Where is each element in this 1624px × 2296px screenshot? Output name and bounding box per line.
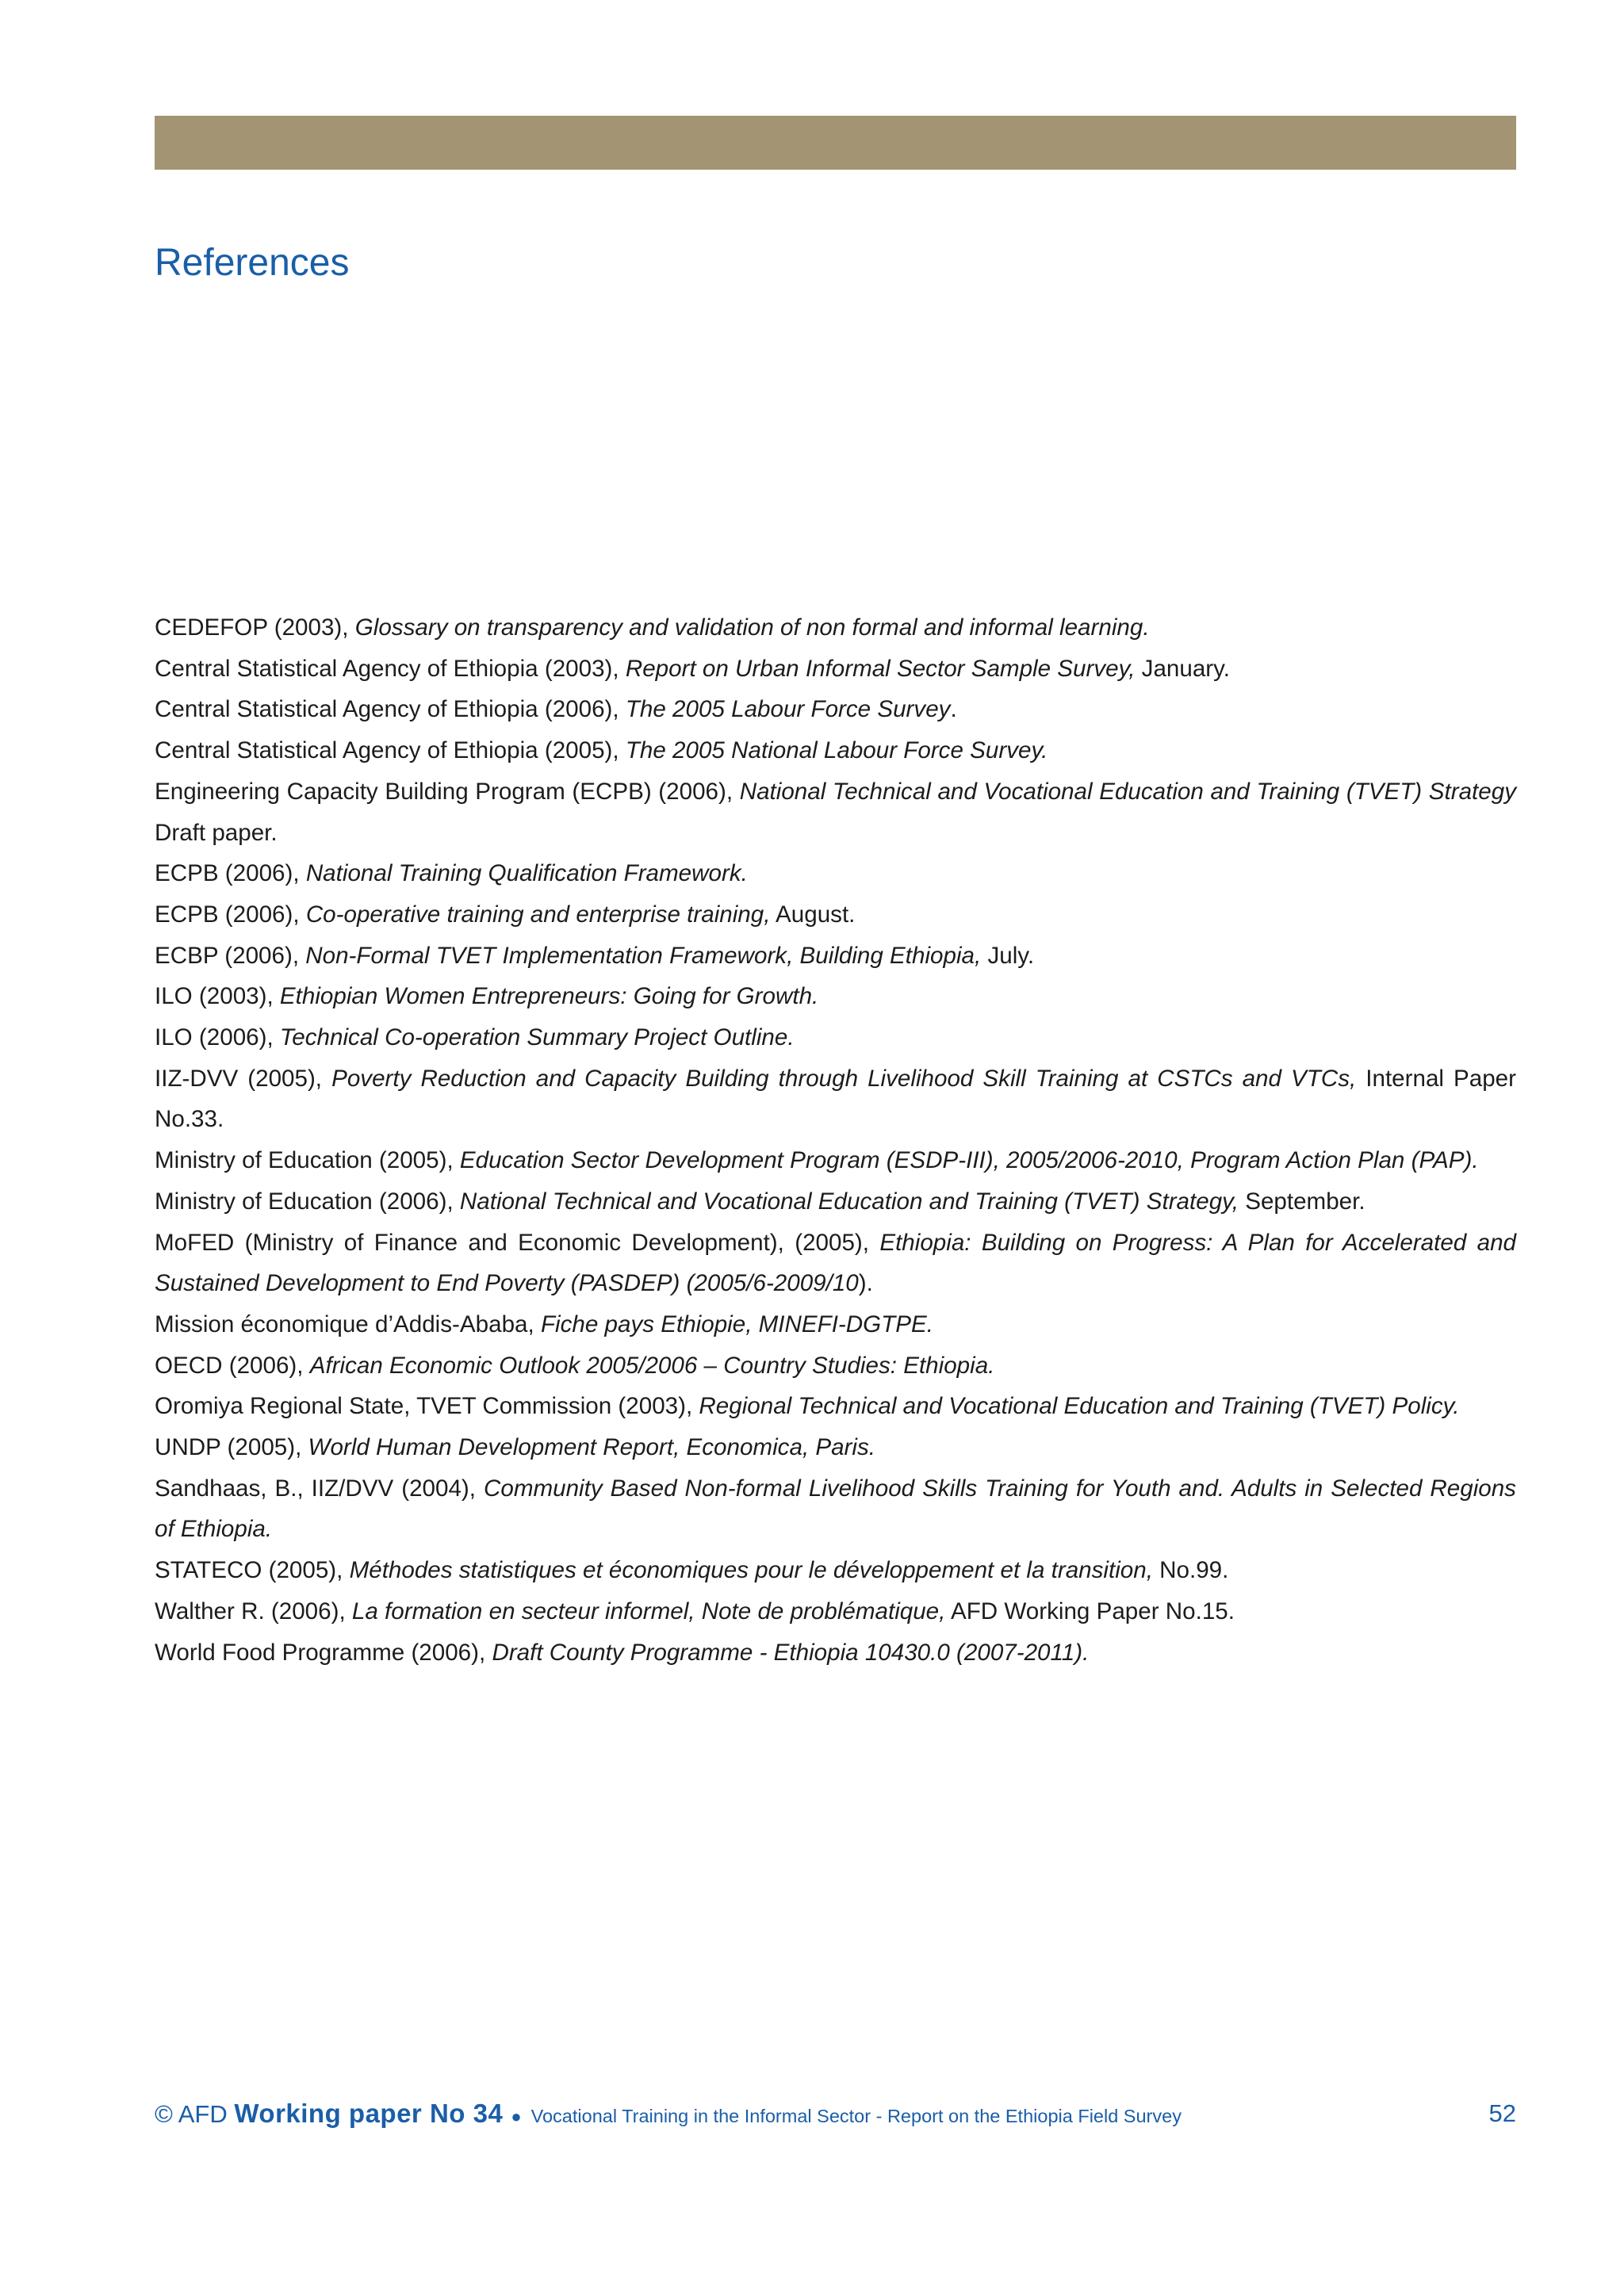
reference-entry [155, 1386, 1516, 1427]
reference-title: Poverty Reduction and Capacity Building through Livelihood Skill Training at CSTCs and VTCs, [331, 1065, 1357, 1092]
reference-entry [155, 1181, 1516, 1223]
reference-entry [155, 1632, 1516, 1674]
reference-author: Sandhaas, B., IIZ/DVV (2004), [155, 1475, 484, 1502]
reference-title: Report on Urban Informal Sector Sample Survey, [625, 655, 1136, 682]
footer-left [155, 2093, 1182, 2140]
reference-entry [155, 894, 1516, 936]
reference-tail: AFD Working Paper No.15. [945, 1598, 1235, 1624]
reference-entry [155, 771, 1516, 853]
reference-author: STATECO (2005), [155, 1557, 350, 1584]
reference-title: Regional Technical and Vocational Education and Training (TVET) Policy. [699, 1393, 1460, 1420]
reference-entry [155, 649, 1516, 690]
reference-author: Ministry of Education (2006), [155, 1188, 460, 1215]
reference-title: Méthodes statistiques et économiques pour le développement et la transition, [349, 1557, 1153, 1584]
reference-author: Ministry of Education (2005), [155, 1147, 460, 1174]
reference-author: IIZ-DVV (2005), [155, 1065, 332, 1092]
reference-author: Mission économique d’Addis-Ababa, [155, 1311, 541, 1337]
page-number: 52 [1488, 2099, 1516, 2127]
reference-entry [155, 1304, 1516, 1345]
reference-entry [155, 607, 1516, 649]
reference-title: National Technical and Vocational Education and Training (TVET) Strategy, [459, 1188, 1239, 1215]
reference-entry [155, 1468, 1516, 1550]
reference-author: Engineering Capacity Building Program (ECPB) (2006), [155, 778, 740, 805]
reference-title: Non-Formal TVET Implementation Framework, Building Ethiopia, [305, 942, 982, 969]
reference-entry [155, 936, 1516, 977]
reference-author: Oromiya Regional State, TVET Commission (2003), [155, 1393, 699, 1420]
reference-entry [155, 1345, 1516, 1387]
footer-series-title: Working paper No 34 [234, 2099, 504, 2128]
reference-author: MoFED (Ministry of Finance and Economic Development), (2005), [155, 1229, 880, 1256]
footer-bullet-icon: ● [511, 2107, 522, 2126]
reference-title: Ethiopian Women Entrepreneurs: Going for Growth. [279, 983, 819, 1010]
reference-author: CEDEFOP (2003), [155, 614, 355, 641]
reference-entry [155, 1550, 1516, 1591]
reference-title: Glossary on transparency and validation of non formal and informal learning. [354, 614, 1150, 641]
reference-entry [155, 1140, 1516, 1181]
reference-title: National Training Qualification Framework. [305, 860, 748, 887]
reference-author: ILO (2003), [155, 983, 280, 1010]
reference-author: ECPB (2006), [155, 860, 306, 887]
reference-title: The 2005 National Labour Force Survey. [625, 737, 1048, 764]
reference-title: Co-operative training and enterprise training, [305, 901, 771, 928]
reference-title: Ethiopia: Building on Progress: A Plan for Accelerated and Sustained Development to End Poverty (PASDEP) (2005/6-2009/10 [155, 1229, 1516, 1297]
reference-title: Draft County Programme - Ethiopia 10430.0 (2007-2011). [492, 1639, 1090, 1666]
reference-tail: July. [981, 942, 1035, 969]
footer-copyright: © AFD [155, 2100, 235, 2128]
header-bar [155, 116, 1516, 170]
footer [155, 2093, 1516, 2134]
reference-tail: January. [1135, 655, 1230, 682]
reference-author: World Food Programme (2006), [155, 1639, 492, 1666]
reference-entry [155, 1017, 1516, 1058]
reference-author: ECPB (2006), [155, 901, 306, 928]
reference-title: World Human Development Report, Economica, Paris. [308, 1434, 875, 1461]
reference-title: Education Sector Development Program (ESDP-III), 2005/2006-2010, Program Action Plan (PAP). [459, 1147, 1479, 1174]
reference-title: Technical Co-operation Summary Project Outline. [279, 1024, 795, 1051]
reference-tail: Internal Paper No.33. [155, 1065, 1516, 1133]
reference-author: UNDP (2005), [155, 1434, 308, 1461]
reference-entry [155, 1427, 1516, 1468]
reference-tail: September. [1238, 1188, 1365, 1215]
reference-author: Central Statistical Agency of Ethiopia (2003), [155, 655, 626, 682]
reference-tail: August. [770, 901, 856, 928]
reference-entry [155, 1591, 1516, 1632]
reference-author: ECBP (2006), [155, 942, 306, 969]
reference-tail: ). [858, 1270, 873, 1297]
footer-subtitle: Vocational Training in the Informal Sector - Report on the Ethiopia Field Survey [530, 2106, 1182, 2126]
reference-author: Central Statistical Agency of Ethiopia (2006), [155, 696, 626, 723]
references-list [155, 607, 1516, 1673]
reference-entry [155, 1058, 1516, 1140]
reference-entry [155, 1223, 1516, 1304]
reference-tail: Draft paper. [155, 819, 278, 846]
reference-title: The 2005 Labour Force Survey [625, 696, 951, 723]
reference-author: Central Statistical Agency of Ethiopia (2005), [155, 737, 626, 764]
reference-title: La formation en secteur informel, Note de problématique, [351, 1598, 946, 1624]
reference-author: OECD (2006), [155, 1352, 310, 1379]
reference-title: African Economic Outlook 2005/2006 – Country Studies: Ethiopia. [309, 1352, 995, 1379]
reference-entry [155, 730, 1516, 771]
page-title: References [155, 242, 350, 284]
reference-tail: . [950, 696, 957, 723]
reference-entry [155, 976, 1516, 1017]
reference-tail: No.99. [1152, 1557, 1229, 1584]
reference-title: Community Based Non-formal Livelihood Skills Training for Youth and. Adults in Selected Regions of Ethiopia. [155, 1475, 1516, 1543]
reference-entry [155, 689, 1516, 730]
reference-title: National Technical and Vocational Education and Training (TVET) Strategy [739, 778, 1516, 805]
reference-entry [155, 853, 1516, 894]
reference-title: Fiche pays Ethiopie, MINEFI-DGTPE. [540, 1311, 933, 1337]
reference-author: ILO (2006), [155, 1024, 280, 1051]
reference-author: Walther R. (2006), [155, 1598, 352, 1624]
